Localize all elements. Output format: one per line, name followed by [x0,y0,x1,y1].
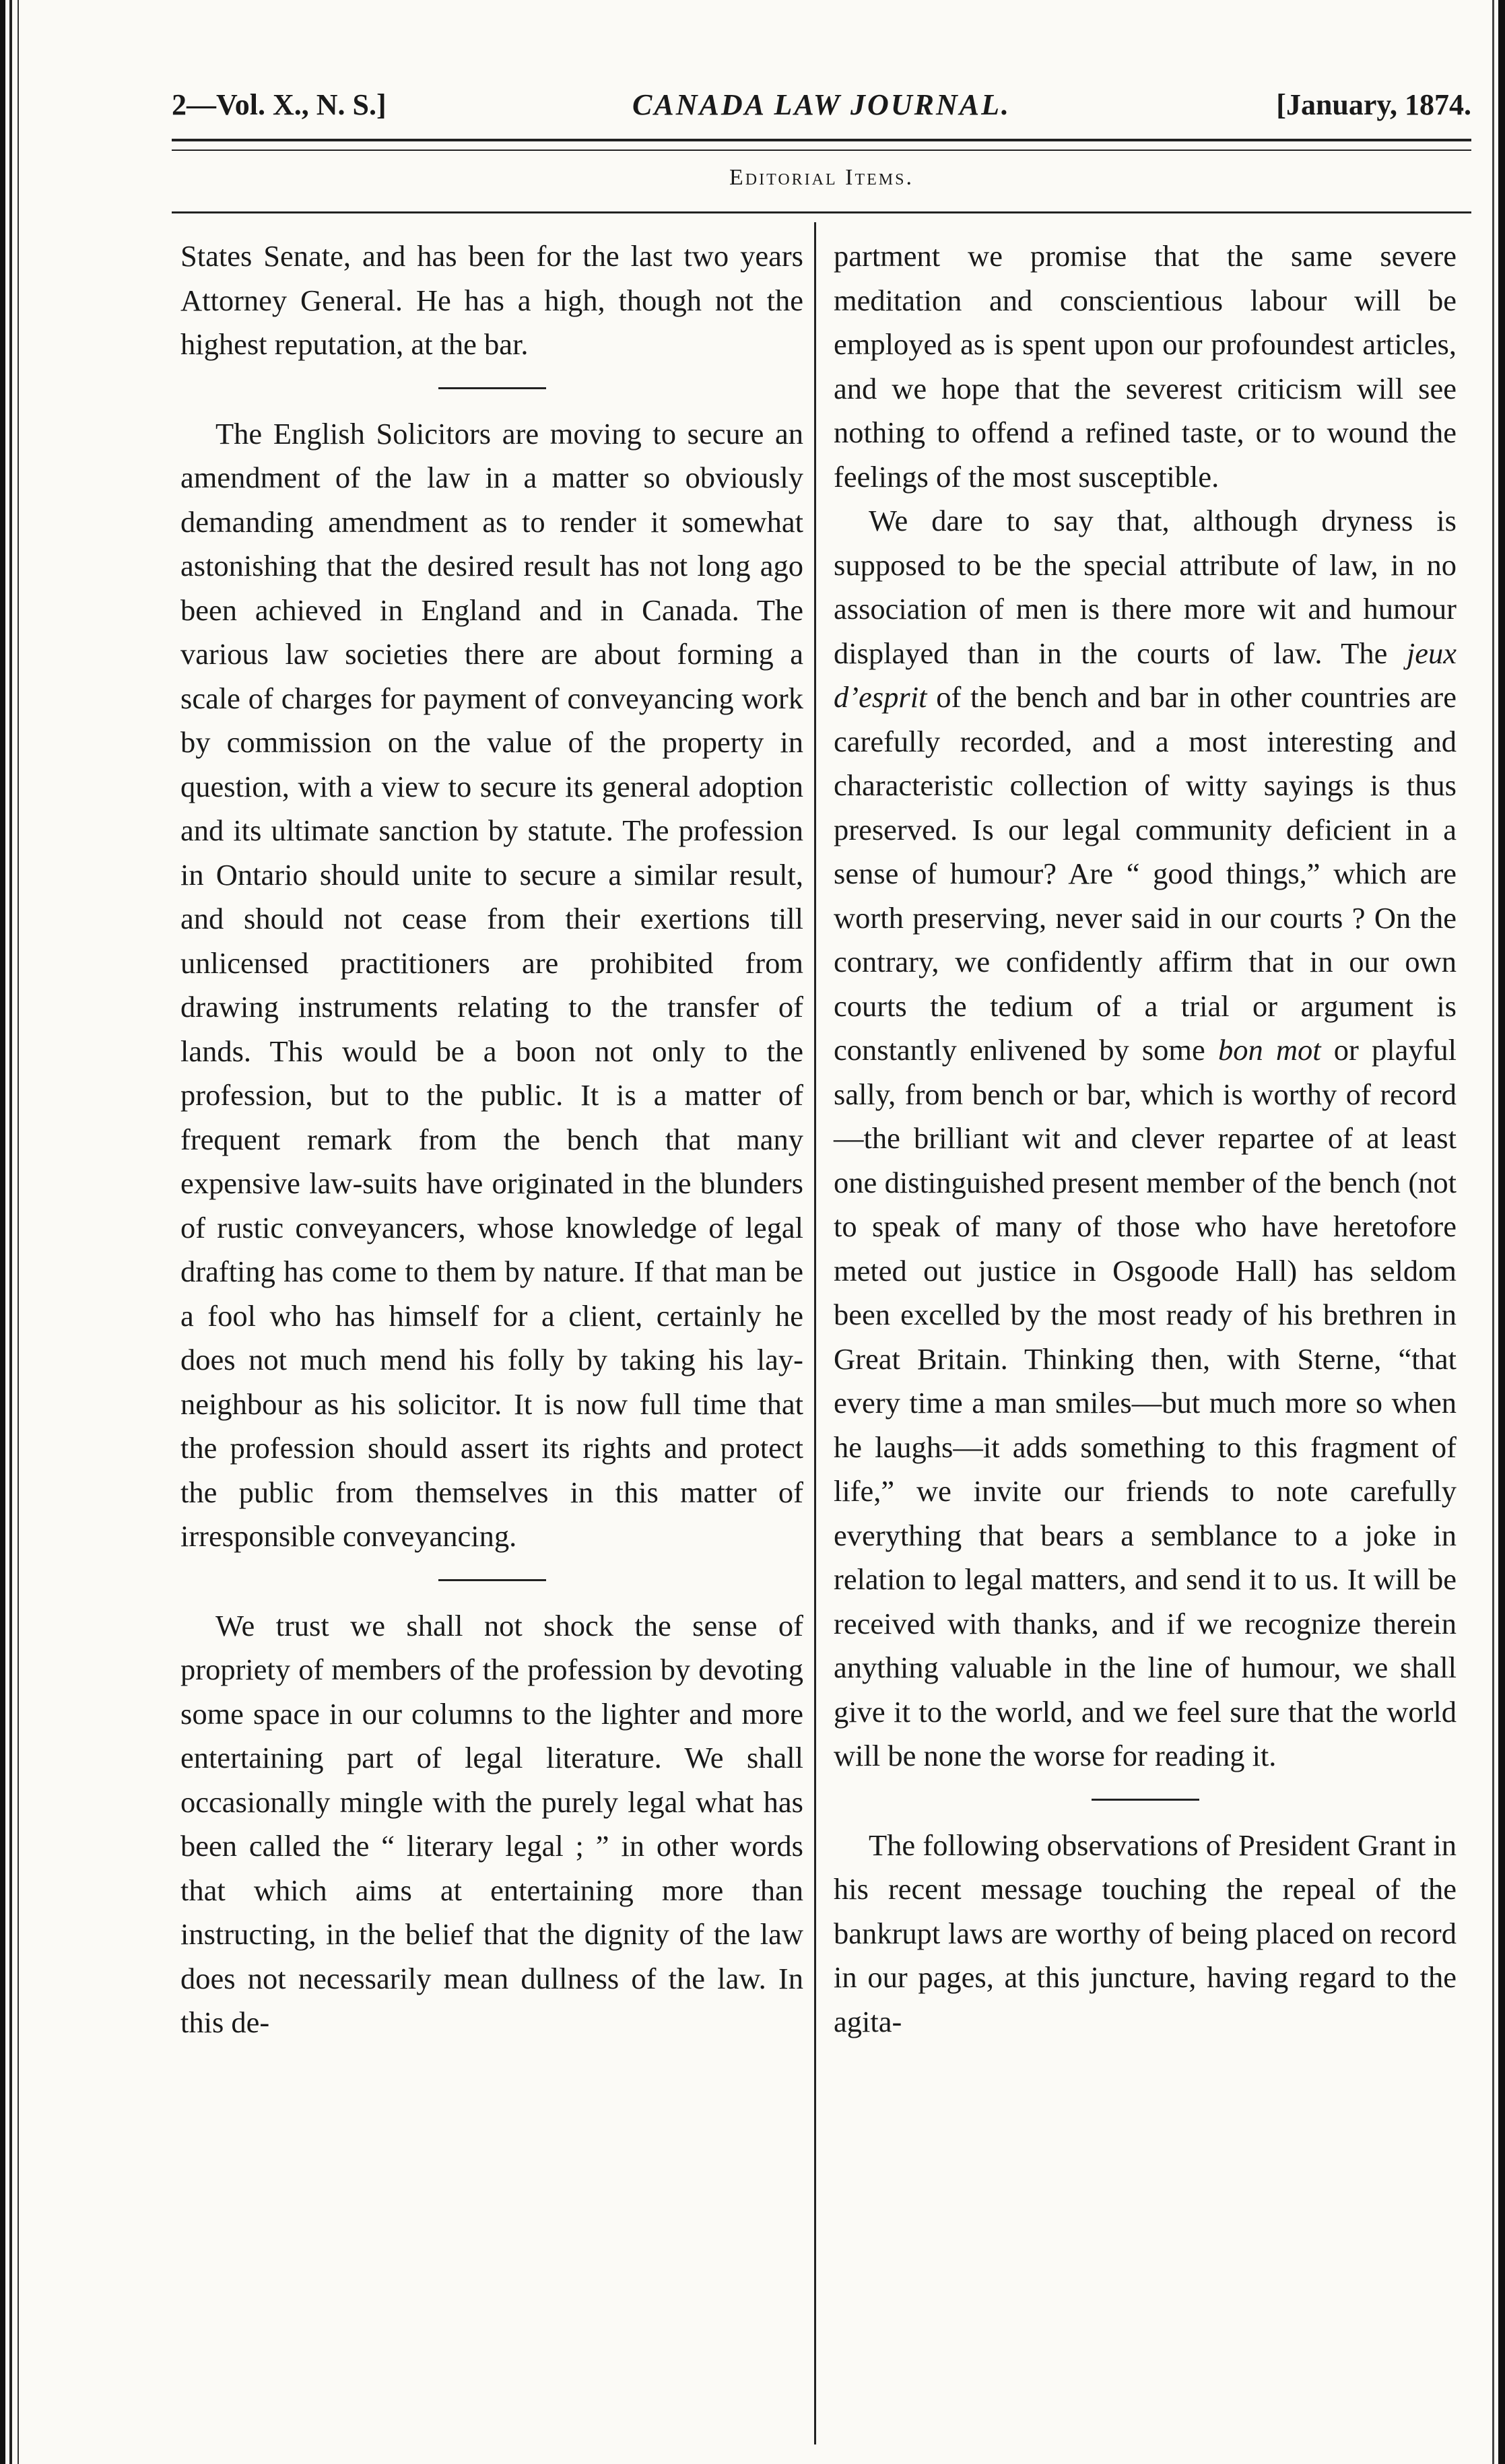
issue-date: [January, 1874. [1276,88,1471,121]
journal-title: CANADA LAW JOURNAL. [632,88,1011,121]
paragraph-senate: States Senate, and has been for the last two years Attorney General. He has a high, though not the highest reputation, at the bar. [180,239,803,361]
paragraph-solicitors: The English Solicitors are moving to secure an amendment of the law in a matter so obviously demanding amendment as to render it somewhat astonishing that the desired result has not long ago been achieved in England and in Canada. The various law societies there are about forming a scale of charges for payment of conveyancing work by commission on the value of the property in question, with a view to secure its general adoption and its ultimate sanction by statute. The profession in Ontario should unite to secure a similar result, and should not cease from their exertions till unlicensed practitioners are prohibited from drawing instruments relating to the transfer of lands. This would be a boon not only to the profession, but to the public. It is a matter of frequent remark from the bench that many expensive law-suits have originated in the blunders of rustic conveyancers, whose knowledge of legal drafting has come to them by nature. If that man be a fool who has himself for a client, certainly he does not much mend his folly by taking his lay-neighbour as his solicitor. It is now full time that the profession should assert its rights and protect the public from themselves in this matter of irresponsible conveyancing. [180,416,803,1553]
section-rule [172,211,1471,213]
header-rule [172,139,1471,151]
paragraph-literary-legal: We trust we shall not shock the sense of propriety of members of the profession by devoting some space in our columns to the lighter and more entertaining part of legal literature. We shall occasionally mingle with the purely legal what has been called the “ literary legal ; ” in other words that which aims at entertaining more than instructing, in the belief that the dignity of the law does not necessarily mean dullness of the law. In this de- [180,1608,803,2039]
paragraph-department: partment we promise that the same severe meditation and conscientious labour will be employed as is spent upon our profoundest articles, and we hope that the severest criticism will see nothing to offend a refined taste, or to wound the feelings of the most susceptible. [834,239,1457,494]
italic-phrase: bon mot [1217,1033,1321,1067]
column-divider [814,222,816,2444]
text-run: of the bench and bar in other countries are carefully recorded, and a most interesting and characteristic collection of witty sayings is thus preserved. Is our legal community deficient in a sense of humour? Are “ good things,” which are worth preserving, never said in our courts ? On the contrary, we confidently affirm that in our own courts the tedium of a trial or argument is constantly enlivened by some [834,680,1457,1067]
left-column [180,234,803,2045]
right-column [834,234,1457,2044]
volume-number: 2—Vol. X., N. S.] [172,88,387,121]
item-separator [438,387,546,389]
text-run: or playful sally, from bench or bar, which is worthy of record—the brilliant wit and clever repartee of at least one distinguished present member of the bench (not to speak of many of those who have heretofore meted out justice in Osgoode Hall) has seldom been excelled by the most ready of his brethren in Great Britain. Thinking then, with Sterne, “that every time a man smiles—but much more so when he laughs—it adds something to this fragment of life,” we invite our friends to note carefully everything that bears a semblance to a joke in relation to legal matters, and send it to us. It will be received with thanks, and if we recognize therein anything valuable in the line of humour, we shall give it to the world, and we feel sure that the world will be none the worse for reading it. [834,1033,1457,1772]
italic-phrase: jeux d’esprit [834,636,1457,714]
scan-edge-right [1486,0,1505,2464]
running-header [172,88,1471,135]
paragraph-wit-humour [834,499,1457,1778]
item-separator [438,1579,546,1581]
text-run: We dare to say that, although dryness is supposed to be the special attribute of law, in no association of men is there more wit and humour displayed than in the courts of law. The [834,504,1457,670]
scan-edge-left [0,0,31,2464]
item-separator [1092,1799,1199,1801]
section-title: Editorial Items. [729,165,914,190]
paragraph-president-grant: The following observations of President Grant in his recent message touching the repeal of the bankrupt laws are worthy of being placed on record in our pages, at this juncture, having regard to the agita- [834,1828,1457,2038]
